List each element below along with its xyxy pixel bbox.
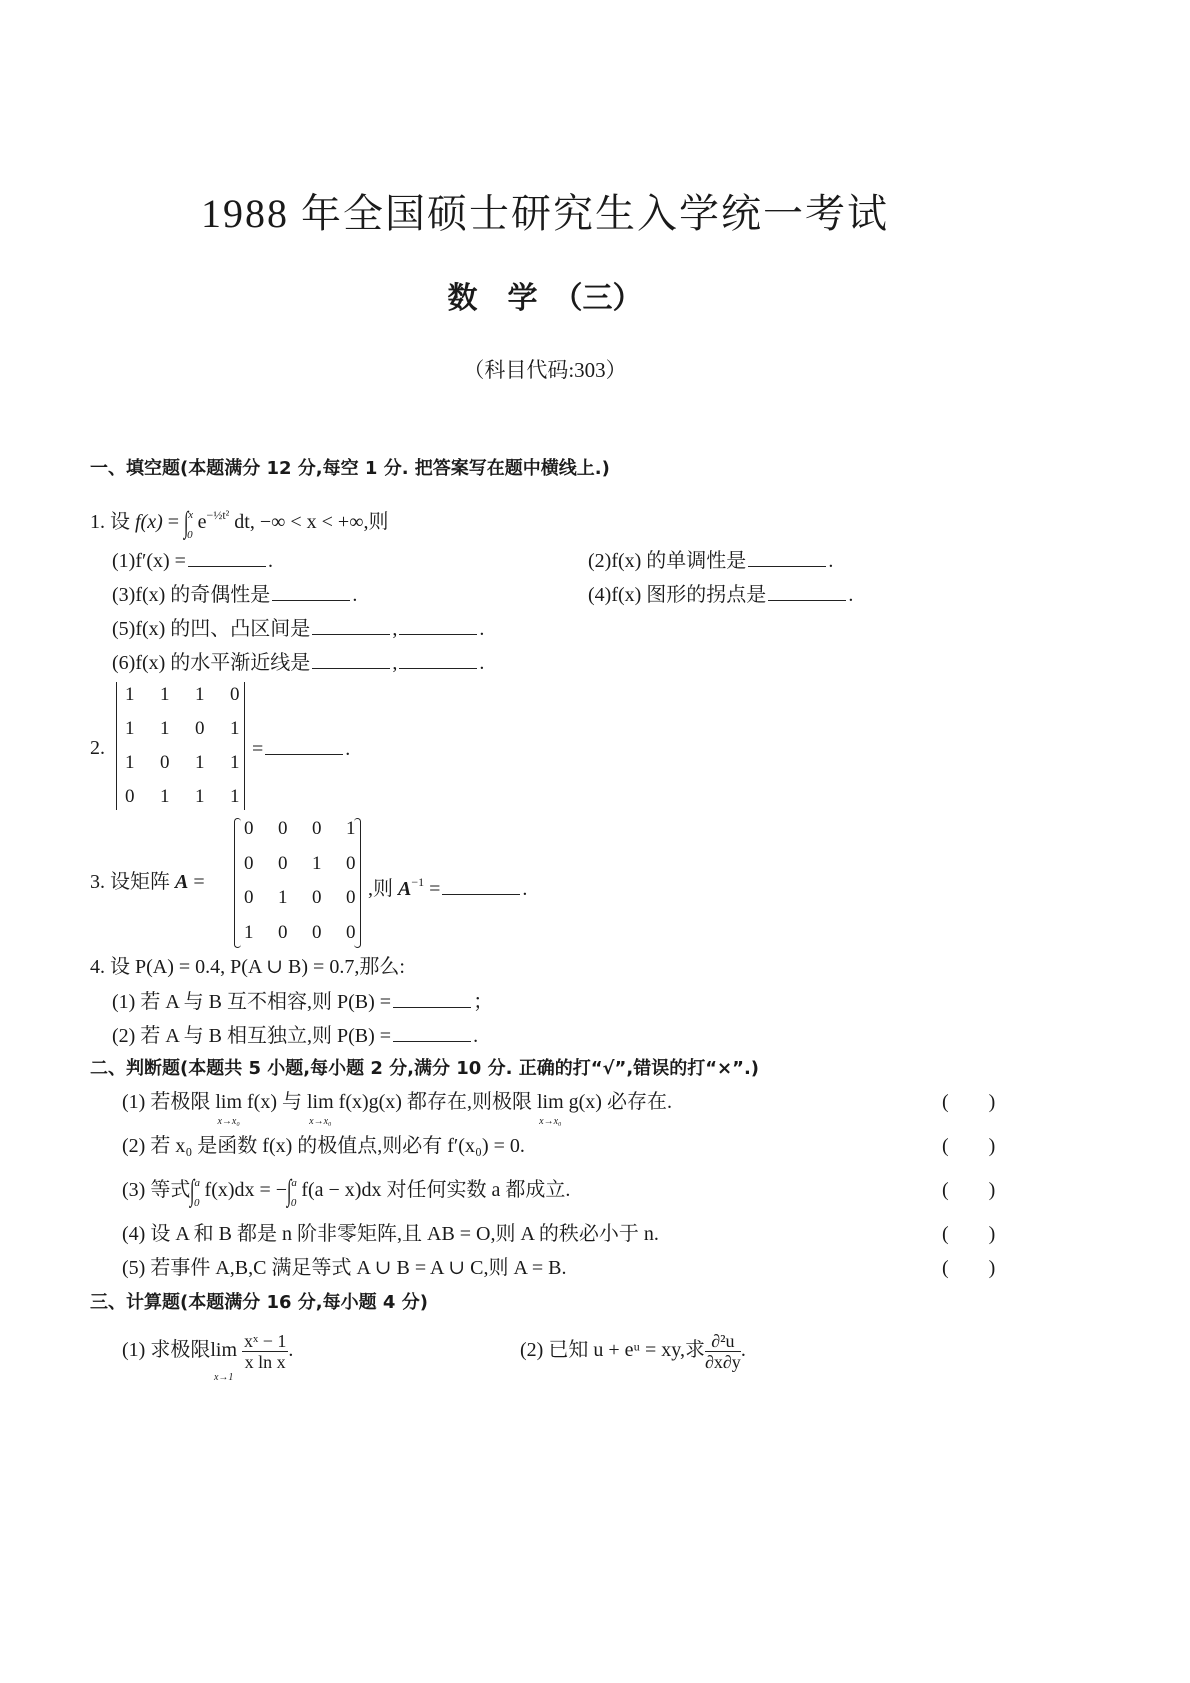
determinant-bar-left [116,682,117,810]
matrix-entry: 0 [278,922,288,943]
matrix-entry: 1 [160,786,170,807]
q4-item-1: (1) 若 A 与 B 互不相容,则 P(B) = ； [112,991,494,1013]
q1-item-2: (2)f(x) 的单调性是 . [588,550,834,572]
answer-paren-4[interactable]: ( ) [942,1223,996,1245]
matrix-entry: 0 [312,887,322,908]
answer-paren-1[interactable]: ( ) [942,1091,996,1113]
answer-blank[interactable] [748,548,826,567]
q1-lower: 0 [187,529,193,541]
matrix-entry: 1 [346,818,356,839]
matrix-bracket-left [234,818,241,948]
subject-code: （科目代码:303） [463,358,627,382]
matrix-entry: 0 [346,887,356,908]
answer-blank[interactable] [312,616,390,635]
integral-sign: ∫ [183,506,189,539]
matrix-entry: 1 [160,684,170,705]
matrix-entry: 0 [278,853,288,874]
q4-item-2: (2) 若 A 与 B 相互独立,则 P(B) = . [112,1025,479,1047]
answer-blank[interactable] [393,989,471,1008]
matrix-entry: 1 [312,853,322,874]
section3-heading: 三、计算题(本题满分 16 分,每小题 4 分) [90,1292,428,1313]
q2-label: 2. [90,737,105,759]
q1-prefix: 1. 设 [90,511,135,533]
matrix-entry: 0 [278,818,288,839]
q4-stem: 4. 设 P(A) = 0.4, P(A ∪ B) = 0.7,那么: [90,956,405,978]
matrix-entry: 1 [244,922,254,943]
matrix-entry: 0 [346,922,356,943]
answer-blank[interactable] [442,876,520,895]
calc-item-1: (1) 求极限lim x→1 $\frac{\text{xˣ − 1}}{\text{x ln x}}$ . [122,1330,294,1383]
q1-fx: f(x) [135,511,163,533]
judge-item-2: (2) 若 x₀ 是函数 f(x) 的极值点,则必有 f′(x₀) = 0. [122,1135,525,1157]
answer-blank[interactable] [312,650,390,669]
answer-blank[interactable] [272,582,350,601]
matrix-entry: 1 [195,752,205,773]
answer-paren-2[interactable]: ( ) [942,1135,996,1157]
q3-stem: 3. 设矩阵 A = [90,871,205,893]
q1-eq: = [162,511,180,533]
matrix-entry: 1 [125,718,135,739]
judge-item-4: (4) 设 A 和 B 都是 n 阶非零矩阵,且 AB = O,则 A 的秩必小于 n. [122,1223,659,1245]
section1-heading: 一、填空题(本题满分 12 分,每空 1 分. 把答案写在题中横线上.) [90,458,610,479]
answer-blank[interactable] [768,582,846,601]
matrix-entry: 1 [230,718,240,739]
subject-title: 数 学 （三） [447,281,643,316]
matrix-entry: 0 [160,752,170,773]
matrix-entry: 0 [125,786,135,807]
answer-blank[interactable] [399,650,477,669]
exam-title: 1988 年全国硕士研究生入学统一考试 [201,191,889,236]
matrix-entry: 1 [125,684,135,705]
section2-heading: 二、判断题(本题共 5 小题,每小题 2 分,满分 10 分. 正确的打“√”,错误的打“×”.) [90,1058,760,1079]
matrix-entry: 0 [346,853,356,874]
matrix-entry: 1 [195,786,205,807]
q1-upper: x [188,509,194,521]
q1-e: e [197,511,207,533]
matrix-entry: 1 [195,684,205,705]
answer-blank[interactable] [393,1023,471,1042]
matrix-entry: 1 [278,887,288,908]
q1-item-6: (6)f(x) 的水平渐近线是 , . [112,652,485,674]
matrix-entry: 0 [244,887,254,908]
matrix-entry: 0 [244,853,254,874]
q1-exp: −½t² [206,508,230,522]
answer-blank[interactable] [399,616,477,635]
matrix-entry: 1 [160,718,170,739]
q1-range: , −∞ < x < +∞,则 [249,511,389,533]
q2-answer: = . [252,738,351,760]
matrix-entry: 1 [125,752,135,773]
q1-item-1: (1)f′(x) = . [112,550,273,572]
matrix-entry: 0 [230,684,240,705]
answer-paren-5[interactable]: ( ) [942,1257,996,1279]
answer-blank[interactable] [188,548,266,567]
matrix-entry: 1 [230,752,240,773]
q1-item-5: (5)f(x) 的凹、凸区间是 , . [112,618,485,640]
q3-answer: ,则 $A^{-1}$ = . [368,875,528,900]
judge-item-3: (3) 等式∫$^a_0$ f(x)dx = −∫$^a_0$ f(a − x)dx 对任何实数 a 都成立. [122,1174,571,1209]
matrix-entry: 0 [195,718,205,739]
matrix-entry: 0 [312,818,322,839]
q1-stem [90,503,389,541]
matrix-entry: 1 [230,786,240,807]
calc-item-2: (2) 已知 u + eᵘ = xy,求 $\frac{\text{∂²u}}{\partial x\partial y}$ . [520,1330,746,1372]
q1-dt: dt [229,511,250,533]
q1-item-4: (4)f(x) 图形的拐点是 . [588,584,854,606]
judge-item-1: (1) 若极限 lim x→x₀ f(x) 与 lim x→x₀ f(x)g(x) 都存在,则极限 lim x→x₀ g(x) 必存在. [122,1091,672,1127]
matrix-entry: 0 [312,922,322,943]
determinant-bar-right [244,682,245,810]
answer-paren-3[interactable]: ( ) [942,1179,996,1201]
matrix-entry: 0 [244,818,254,839]
answer-blank[interactable] [265,736,343,755]
judge-item-5: (5) 若事件 A,B,C 满足等式 A ∪ B = A ∪ C,则 A = B. [122,1257,567,1279]
q1-item-3: (3)f(x) 的奇偶性是 . [112,584,358,606]
